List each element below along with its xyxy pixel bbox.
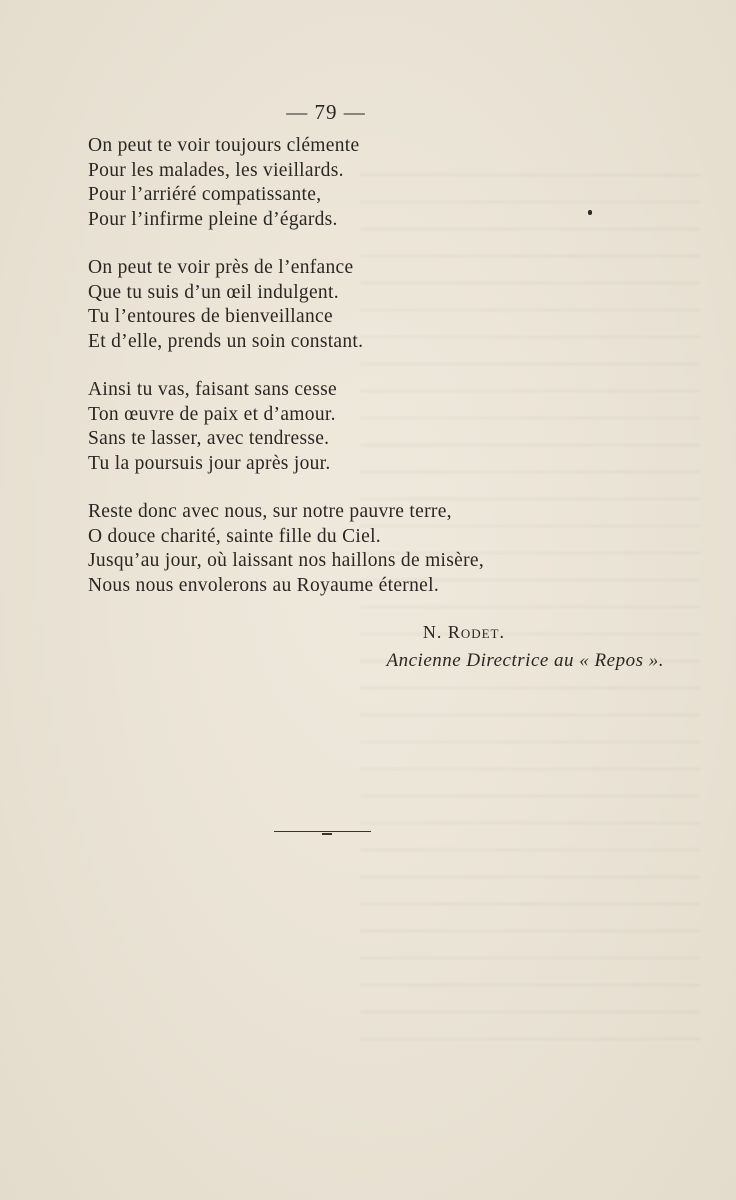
ink-speck — [588, 210, 592, 215]
poem-line: Sans te lasser, avec tendresse. — [88, 428, 330, 449]
poem-line: On peut te voir près de l’enfance — [88, 257, 354, 278]
end-rule — [274, 831, 371, 832]
stanza-1 — [88, 134, 648, 232]
signature-role: Ancienne Directrice au « Repos ». — [386, 650, 664, 671]
poem-line: Ainsi tu vas, faisant sans cesse — [88, 379, 337, 400]
signature-name: N. Rodet. — [422, 622, 505, 642]
poem-line: Pour l’arriéré compatissante, — [88, 184, 322, 205]
poem-line: Et d’elle, prends un soin constant. — [88, 330, 364, 352]
poem-line: Que tu suis d’un œil indulgent. — [88, 281, 339, 303]
poem-line: Jusqu’au jour, où laissant nos haillons de misère, — [88, 550, 485, 571]
poem-line: On peut te voir toujours clémente — [88, 135, 360, 156]
poem-line: Pour les malades, les vieillards. — [88, 159, 344, 181]
poem-line: O douce charité, sainte fille du Ciel. — [88, 525, 381, 547]
poem-line: Pour l’infirme pleine d’égards. — [88, 208, 338, 230]
poem-line: Nous nous envolerons au Royaume éternel. — [88, 574, 440, 596]
poem-line: Tu la poursuis jour après jour. — [88, 452, 331, 474]
stanza-4 — [88, 500, 648, 598]
stanza-2 — [88, 256, 648, 354]
poem-line: Tu l’entoures de bienveillance — [88, 306, 333, 327]
poem-line: Reste donc avec nous, sur notre pauvre terre, — [88, 501, 452, 522]
poem — [88, 134, 648, 622]
poem-line: Ton œuvre de paix et d’amour. — [88, 403, 336, 425]
page-number: — 79 — — [286, 100, 366, 124]
end-rule-ornament — [322, 833, 332, 835]
stanza-3 — [88, 378, 648, 476]
